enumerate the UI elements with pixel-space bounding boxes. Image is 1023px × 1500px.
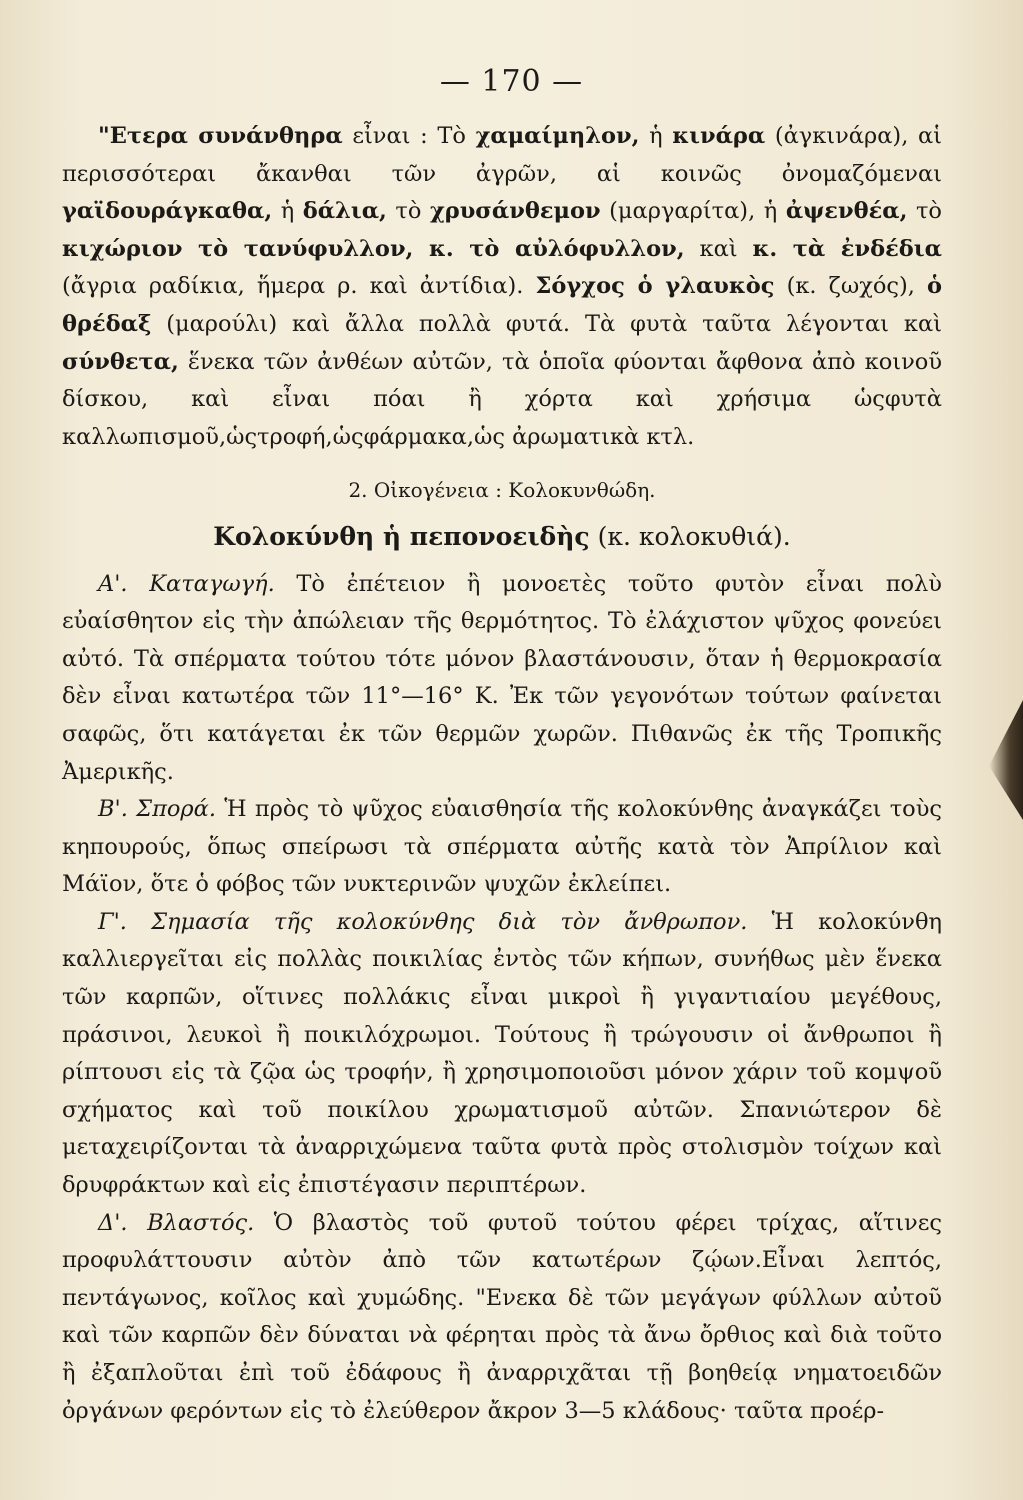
section-b-label: Β'. Σπορά. [98, 796, 216, 823]
section-c-importance: Γ'. Σημασία τῆς κολοκύνθης διὰ τὸν ἄνθρωπον. Ἡ κολοκύνθη καλλιεργεῖται εἰς πολλὰς ποικιλίας ἐντὸς τῶν κήπων, συνήθως μὲν ἕνεκα τῶν καρπῶν, οἵτινες πολλάκις εἶναι μικροὶ ἢ γιγαντιαίου μεγέθους, πράσινοι, λευκοὶ ἢ ποικιλόχρωμοι. Τούτους ἢ τρώγουσιν οἱ ἄνθρωποι ἢ ρίπτουσι εἰς τὰ ζῷα ὡς τροφήν, ἢ χρησιμοποιοῦσι μόνον χάριν τοῦ κομψοῦ σχήματος καὶ τοῦ ποικίλου χρωματισμοῦ αὐτῶν. Σπανιώτερον δὲ μεταχειρίζονται τὰ ἀναρριχώμενα ταῦτα φυτὰ πρὸς στολισμὸν τοίχων καὶ δρυφράκτων καὶ εἰς ἐπιστέγασιν περιπτέρων. [62, 908, 942, 1199]
section-d-stem: Δ'. Βλαστός. Ὁ βλαστὸς τοῦ φυτοῦ τούτου φέρει τρίχας, αἵτινες προφυλάττουσιν αὐτὸν ἀπὸ τῶν κατωτέρων ζῴων.Εἶναι λεπτός, πεντάγωνος, κοῖλος καὶ χυμώδης. "Ενεκα δὲ τῶν μεγάγων φύλλων αὐτοῦ καὶ τῶν καρπῶν δὲν δύναται νὰ φέρηται πρὸς τὰ ἄνω ὄρθιος καὶ διὰ τοῦτο ἢ ἐξαπλοῦται ἐπὶ τοῦ ἐδάφους ἢ ἀναρριχᾶται τῇ βοηθείᾳ νηματοειδῶν ὀργάνων φερόντων εἰς τὸ ἐλεύθερον ἄκρον 3—5 κλάδους· ταῦτα προέρ- [62, 1209, 942, 1424]
section-b-sowing: Β'. Σπορά. Ἡ πρὸς τὸ ψῦχος εὐαισθησία τῆς κολοκύνθης ἀναγκάζει τοὺς κηπουρούς, ὅπως σπείρωσι τὰ σπέρματα αὐτῆς κατὰ τὸν Ἀπρίλιον καὶ Μάϊον, ὅτε ὁ φόβος τῶν νυκτερινῶν ψυχῶν ἐκλείπει. [62, 796, 942, 898]
section-title: Κολοκύνθη ἡ πεπονοειδὴς (κ. κολοκυθιά). [213, 521, 791, 551]
section-a-label: Α'. Καταγωγή. [98, 570, 275, 597]
section-c-label: Γ'. Σημασία τῆς κολοκύνθης διὰ τὸν ἄνθρωπον. [98, 908, 748, 935]
section-a-origin: Α'. Καταγωγή. Τὸ ἐπέτειον ἢ μονοετὲς τοῦτο φυτὸν εἶναι πολὺ εὐαίσθητον εἰς τὴν ἀπώλειαν τῆς θερμότητος. Τὸ ἐλάχιστον ψῦχος φονεύει αὐτό. Τὰ σπέρματα τούτου τότε μόνον βλαστάνουσιν, ὅταν ἡ θερμοκρασία δὲν εἶναι κατωτέρα τῶν 11°—16° Κ. Ἐκ τῶν γεγονότων τούτων φαίνεται σαφῶς, ὅτι κατάγεται ἐκ τῶν θερμῶν χωρῶν. Πιθανῶς ἐκ τῆς Τροπικῆς Ἀμερικῆς. [62, 570, 942, 785]
intro-lead: "Ετερα συνάνθηρα [98, 123, 343, 149]
page-body [62, 118, 942, 1430]
family-heading: 2. Οἰκογένεια : Κολοκυνθώδη. [348, 478, 656, 503]
page-number: — 170 — [439, 64, 584, 99]
page-edge-stain [989, 700, 1023, 820]
intro-paragraph: "Ετερα συνάνθηρα εἶναι : Τὸ χαμαίμηλον, ἡ κινάρα (ἀγκινάρα), αἱ περισσότεραι ἄκανθαι τῶν ἀγρῶν, αἱ κοινῶς ὀνομαζόμεναι γαϊδουράγκαθα, ἡ δάλια, τὸ χρυσάνθεμον (μαργαρίτα), ἡ ἀψενθέα, τὸ κιχώριον τὸ τανύφυλλον, κ. τὸ αὐλόφυλλον, καὶ κ. τὰ ἐνδέδια (ἄγρια ραδίκια, ἥμερα ρ. καὶ ἀντίδια). Σόγχος ὁ γλαυκὸς (κ. ζωχός), ὁ θρέδαξ (μαρούλι) καὶ ἄλλα πολλὰ φυτά. Τὰ φυτὰ ταῦτα λέγονται καὶ σύνθετα, ἕνεκα τῶν ἀνθέων αὐτῶν, τὰ ὁποῖα φύονται ἄφθονα ἀπὸ κοινοῦ δίσκου, καὶ εἶναι πόαι ἢ χόρτα καὶ χρήσιμα ὡςφυτὰ καλλωπισμοῦ,ὡςτροφή,ὡςφάρμακα,ὡς ἀρωματικὰ κτλ. [62, 123, 943, 450]
section-d-label: Δ'. Βλαστός. [98, 1209, 255, 1236]
